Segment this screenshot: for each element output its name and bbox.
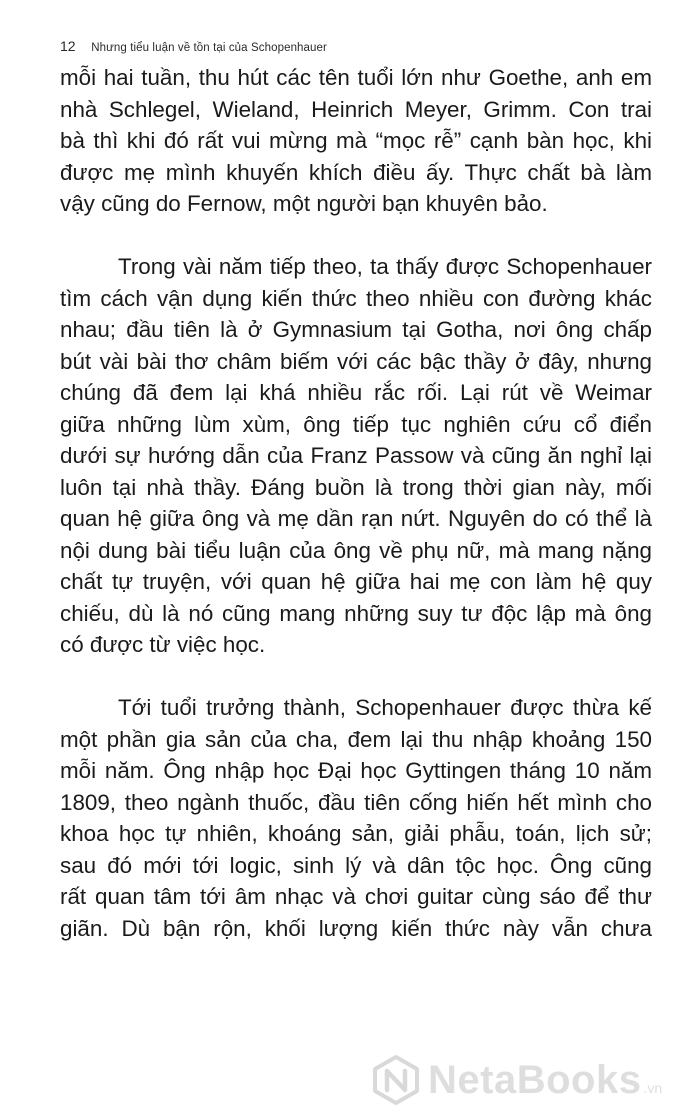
text-line: giãn. Dù bận rộn, khối lượng kiến thức này vẫn chưa — [60, 915, 652, 941]
text-line: có được từ việc học. — [60, 632, 266, 657]
watermark-suffix: .vn — [643, 1080, 663, 1096]
text-line: Trong vài năm tiếp theo, ta thấy được Schopenhauer — [118, 254, 652, 279]
body-text — [60, 62, 652, 944]
text-line: chất tự truyện, với quan hệ giữa hai mẹ con làm hệ quy — [60, 569, 652, 594]
text-line: được mẹ mình khuyến khích điều ấy. Thực chất bà làm — [60, 159, 652, 185]
text-line: luôn tại nhà thầy. Đáng buồn là trong thời gian này, mối — [60, 474, 652, 500]
text-line: khoa học tự nhiên, khoáng sản, giải phẫu, toán, lịch sử; — [60, 821, 652, 846]
text-line: 1809, theo ngành thuốc, đầu tiên cống hiến hết mình cho — [60, 789, 652, 815]
text-line: Tới tuổi trưởng thành, Schopenhauer được thừa kế — [118, 695, 652, 720]
paragraph-spacer — [60, 661, 652, 693]
text-line: mỗi năm. Ông nhập học Đại học Gyttingen tháng 10 năm — [60, 758, 652, 783]
paragraph — [60, 62, 652, 220]
running-head — [60, 38, 327, 54]
text-line: giữa những lùm xùm, ông tiếp tục nghiên cứu cổ điển — [60, 411, 652, 437]
book-title: Nhưng tiểu luận về tồn tại của Schopenhauer — [91, 42, 327, 54]
text-line: tìm cách vận dụng kiến thức theo nhiều con đường khác — [60, 285, 652, 311]
text-line: một phần gia sản của cha, đem lại thu nhập khoảng 150 — [60, 726, 652, 752]
text-line: bút vài bài thơ châm biếm với các bậc thầy ở đây, nhưng — [60, 348, 652, 374]
page-number: 12 — [60, 38, 76, 54]
paragraph-spacer — [60, 220, 652, 252]
netabooks-logo-icon — [370, 1054, 422, 1106]
text-line: nhau; đầu tiên là ở Gymnasium tại Gotha, nơi ông chấp — [60, 317, 652, 342]
netabooks-watermark — [370, 1050, 695, 1110]
text-line: quan hệ giữa ông và mẹ dần rạn nứt. Nguyên do có thể là — [60, 506, 652, 531]
text-line: nhà Schlegel, Wieland, Heinrich Meyer, Grimm. Con trai — [60, 96, 652, 122]
text-line: sau đó mới tới logic, sinh lý và dân tộc học. Ông cũng — [60, 852, 652, 878]
text-line: dưới sự hướng dẫn của Franz Passow và cũng ăn nghỉ lại — [60, 443, 652, 468]
paragraph — [60, 251, 652, 661]
text-line: bà thì khi đó rất vui mừng mà “mọc rễ” cạnh bàn học, khi — [60, 128, 652, 153]
paragraph — [60, 692, 652, 944]
text-line: chiếu, dù là nó cũng mang những suy tư độc lập mà ông — [60, 600, 652, 626]
text-line: vậy cũng do Fernow, một người bạn khuyên bảo. — [60, 191, 548, 216]
text-line: nội dung bài tiểu luận của ông về phụ nữ, mà mang nặng — [60, 537, 652, 563]
watermark-brand: NetaBooks — [428, 1057, 642, 1102]
text-line: rất quan tâm tới âm nhạc và chơi guitar cùng sáo để thư — [60, 884, 652, 909]
text-line: chúng đã đem lại khá nhiều rắc rối. Lại rút về Weimar — [60, 380, 652, 405]
text-line: mỗi hai tuần, thu hút các tên tuổi lớn như Goethe, anh em — [60, 65, 652, 90]
